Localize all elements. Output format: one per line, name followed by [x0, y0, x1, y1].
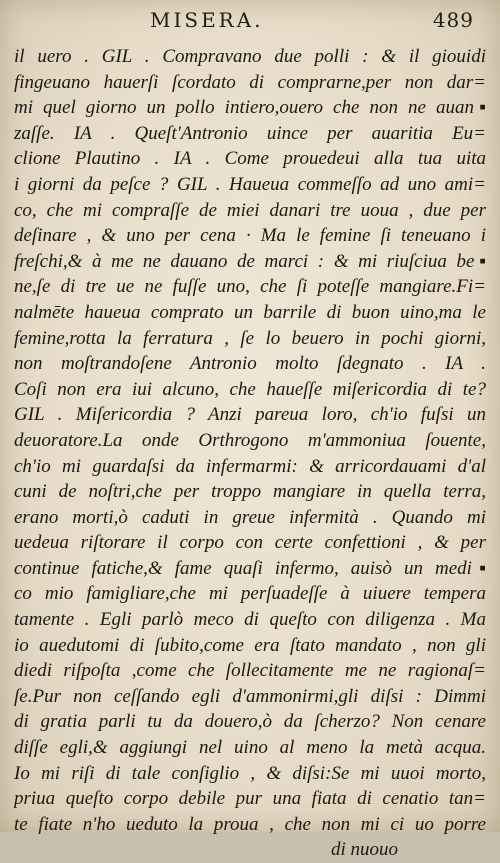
- text-line: GIL . Miſericordia ? Anzi pareua loro, ch'io fuſsi un: [14, 404, 486, 426]
- text-line: zaſſe. IA . Queſt'Antronio uince per auaritia Eu=: [14, 122, 486, 144]
- text-line: freſchi,& à me ne dauano de marci : & mi riuſciua be▪: [14, 250, 486, 272]
- text-line: diſſe egli,& aggiungi nel uino al meno la metà acqua.: [14, 737, 486, 759]
- text-line: nalmēte haueua comprato un barrile di buon uino,ma le: [14, 301, 486, 323]
- text-line: erano morti,ò caduti in greue infermità . Quando mi: [14, 506, 486, 528]
- text-line: uedeua riſtorare il corpo con certe confettioni , & per: [14, 532, 486, 554]
- text-line: diedi riſpoſta ,come che ſollecitamente me ne ragionaſ=: [14, 660, 486, 682]
- text-line: io auedutomi di ſubito,come era ſtato mandato , non gli: [14, 634, 486, 656]
- text-line: di gratia parli tu da douero,ò da ſcherzo? Non cenare: [14, 711, 486, 733]
- text-line: fingeuano hauerſi ſcordato di comprarne,per non dar=: [14, 71, 486, 93]
- page-number: 489: [432, 8, 474, 32]
- text-line: Io mi riſi di tale conſiglio , & diſsi:Se mi uuoi morto,: [14, 762, 486, 784]
- text-line: deſinare , & uno per cena · Ma le femine ſi teneuano i: [14, 225, 486, 247]
- body-text: [14, 44, 486, 863]
- text-line: non moſtrandoſene Antronio molto ſdegnato . IA .: [14, 353, 486, 375]
- text-line: priua queſto corpo debile pur una fiata di cenatio tan=: [14, 788, 486, 810]
- text-line: co mio famigliare,che mi perſuadeſſe à uiuere tempera: [14, 583, 486, 605]
- text-line: ch'io mi guardaſsi da infermarmi: & arricordauami d'al: [14, 455, 486, 477]
- text-line: co, che mi compraſſe de miei danari tre uoua , due per: [14, 199, 486, 221]
- text-line: il uero . GIL . Compravano due polli : & il giouidi: [14, 46, 486, 67]
- text-line: clione Plautino . IA . Come prouedeui alla tua uita: [14, 148, 486, 170]
- running-head: MISERA.: [150, 8, 264, 32]
- catchword: di nuouo: [330, 839, 398, 861]
- text-line: i giorni da peſce ? GIL . Haueua commeſſo ad uno ami=: [14, 173, 486, 195]
- text-line: deuoratore.La onde Orthrogono m'ammoniua ſouente,: [14, 429, 486, 451]
- text-line: Coſi non era iui alcuno, che haueſſe miſericordia di te?: [14, 378, 486, 400]
- text-line: ſe.Pur non ceſſando egli d'ammonirmi,gli diſsi : Dimmi: [14, 685, 486, 707]
- text-line: ne,ſe di tre ue ne fuſſe uno, che ſi poteſſe mangiare.Fi=: [14, 276, 486, 298]
- text-line: tamente . Egli parlò meco di queſto con diligenza . Ma: [14, 609, 486, 631]
- text-line: te fiate n'ho ueduto la proua , che non mi ci uo porre: [14, 813, 486, 835]
- text-line: mi quel giorno un pollo intiero,ouero che non ne auan▪: [14, 97, 486, 119]
- text-line: continue fatiche,& fame quaſi infermo, auisò un medi▪: [14, 557, 486, 579]
- page-header: [0, 6, 500, 36]
- text-line: cuni de noſtri,che per troppo mangiare in quella terra,: [14, 481, 486, 503]
- text-line: femine,rotta la ferratura , ſe lo beuero in pochi giorni,: [14, 327, 486, 349]
